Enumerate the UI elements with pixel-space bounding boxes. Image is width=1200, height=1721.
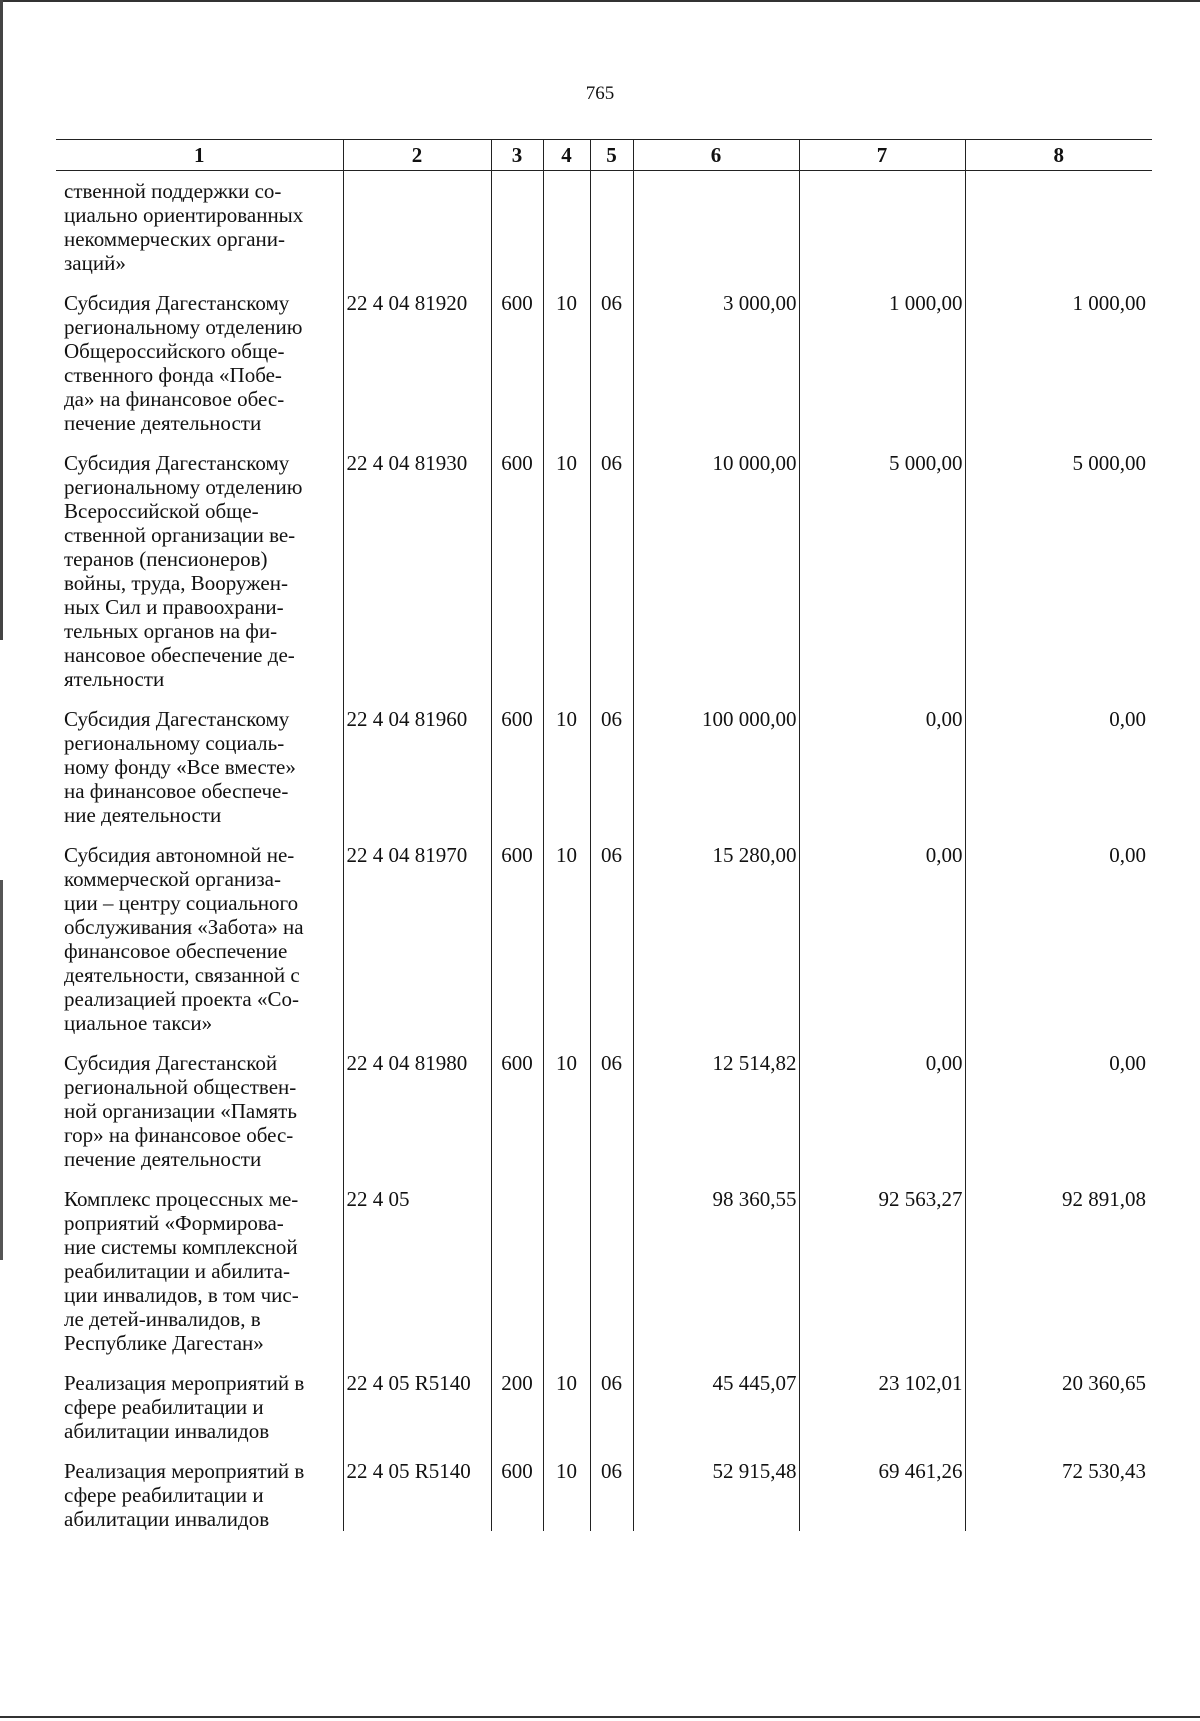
row-col4-cell: 10 [543, 701, 590, 827]
table-row [56, 1045, 1152, 1171]
row-col5-cell [590, 1181, 633, 1355]
row-col4-cell: 10 [543, 285, 590, 435]
row-col5-cell: 06 [590, 701, 633, 827]
row-name-cell: Субсидия Дагестанскому региональному отделению Общероссийского обще- ственного фонда «Побе- да» на финансовое обес- печение деятельности [64, 291, 303, 435]
row-col4-cell: 10 [543, 445, 590, 691]
row-spacer [56, 1035, 1152, 1045]
row-code-cell: 22 4 04 81920 [343, 285, 491, 435]
row-code-cell: 22 4 05 R5140 [343, 1365, 491, 1443]
row-code-cell: 22 4 05 R5140 [343, 1453, 491, 1531]
row-col3-cell: 600 [491, 1045, 543, 1171]
row-col4-cell [543, 1181, 590, 1355]
row-col7-cell: 92 563,27 [799, 1181, 965, 1355]
row-col8-cell: 0,00 [965, 1045, 1152, 1171]
row-code-cell: 22 4 04 81970 [343, 837, 491, 1035]
row-col6-cell: 98 360,55 [633, 1181, 799, 1355]
row-col6-cell: 15 280,00 [633, 837, 799, 1035]
row-col7-cell [799, 171, 965, 276]
row-code-cell: 22 4 04 81930 [343, 445, 491, 691]
scan-edge-left-lower [0, 880, 3, 1260]
row-col4-cell: 10 [543, 1045, 590, 1171]
budget-table [56, 139, 1152, 1531]
row-col4-cell [543, 171, 590, 276]
row-col4-cell: 10 [543, 837, 590, 1035]
row-col5-cell: 06 [590, 445, 633, 691]
row-col6-cell: 45 445,07 [633, 1365, 799, 1443]
row-col3-cell: 600 [491, 445, 543, 691]
row-col6-cell: 10 000,00 [633, 445, 799, 691]
row-col4-cell: 10 [543, 1365, 590, 1443]
row-name-cell: Субсидия Дагестанскому региональному социаль- ному фонду «Все вместе» на финансовое обеспече- ние деятельности [64, 707, 296, 827]
row-spacer [56, 1355, 1152, 1365]
row-col5-cell: 06 [590, 285, 633, 435]
row-code-cell: 22 4 05 [343, 1181, 491, 1355]
row-name-cell: Субсидия Дагестанскому региональному отделению Всероссийской обще- ственной организации ве- теранов (пенсионеров) войны, труда, Вооружен- ных Сил и правоохрани- тельных органов на фи- нансовое обеспечение де- ятельности [64, 451, 303, 691]
row-col7-cell: 1 000,00 [799, 285, 965, 435]
table-row [56, 1181, 1152, 1355]
row-col3-cell: 600 [491, 1453, 543, 1531]
row-col4-cell: 10 [543, 1453, 590, 1531]
row-col6-cell: 3 000,00 [633, 285, 799, 435]
row-col8-cell: 20 360,65 [965, 1365, 1152, 1443]
scan-edge-bottom [0, 1716, 1200, 1718]
row-col5-cell: 06 [590, 837, 633, 1035]
row-spacer [56, 435, 1152, 445]
row-spacer [56, 1443, 1152, 1453]
row-spacer [56, 1171, 1152, 1181]
header-row [56, 140, 1152, 171]
table-row [56, 1365, 1152, 1443]
row-col3-cell: 600 [491, 701, 543, 827]
header-col-3: 3 [491, 140, 543, 171]
scan-edge-top [0, 0, 1200, 2]
row-code-cell: 22 4 04 81960 [343, 701, 491, 827]
row-col7-cell: 0,00 [799, 837, 965, 1035]
table-row [56, 285, 1152, 435]
row-col6-cell: 12 514,82 [633, 1045, 799, 1171]
row-spacer [56, 275, 1152, 285]
row-col7-cell: 69 461,26 [799, 1453, 965, 1531]
row-col8-cell [965, 171, 1152, 276]
row-col6-cell: 52 915,48 [633, 1453, 799, 1531]
row-code-cell: 22 4 04 81980 [343, 1045, 491, 1171]
header-col-1: 1 [56, 140, 343, 171]
row-name-cell: Субсидия Дагестанской региональной обществен- ной организации «Память гор» на финансовое обес- печение деятельности [64, 1051, 297, 1171]
row-col5-cell: 06 [590, 1045, 633, 1171]
row-name-cell: Комплекс процессных ме- роприятий «Формирова- ние системы комплексной реабилитации и абилита- ции инвалидов, в том чис- ле детей-инвалидов, в Республике Дагестан» [64, 1187, 299, 1355]
row-col7-cell: 0,00 [799, 1045, 965, 1171]
row-col3-cell: 200 [491, 1365, 543, 1443]
row-code-cell [343, 171, 491, 276]
header-col-4: 4 [543, 140, 590, 171]
row-col5-cell [590, 171, 633, 276]
row-name-cell: ственной поддержки со- циально ориентированных некоммерческих органи- заций» [64, 179, 304, 275]
row-name-cell: Субсидия автономной не- коммерческой организа- ции – центру социального обслуживания «Забота» на финансовое обеспечение деятельности, связанной с реализацией проекта «Со- циальное такси» [64, 843, 304, 1035]
header-col-2: 2 [343, 140, 491, 171]
header-col-6: 6 [633, 140, 799, 171]
table-row [56, 1453, 1152, 1531]
row-spacer [56, 691, 1152, 701]
header-col-5: 5 [590, 140, 633, 171]
row-col8-cell: 72 530,43 [965, 1453, 1152, 1531]
row-col8-cell: 1 000,00 [965, 285, 1152, 435]
table-row [56, 701, 1152, 827]
header-col-8: 8 [965, 140, 1152, 171]
table-row [56, 445, 1152, 691]
row-col7-cell: 0,00 [799, 701, 965, 827]
header-col-7: 7 [799, 140, 965, 171]
page-number: 765 [585, 83, 615, 104]
row-col8-cell: 5 000,00 [965, 445, 1152, 691]
table-body [56, 171, 1152, 1532]
row-spacer [56, 827, 1152, 837]
row-col5-cell: 06 [590, 1453, 633, 1531]
row-name-cell: Реализация мероприятий в сфере реабилитации и абилитации инвалидов [64, 1459, 305, 1531]
row-col8-cell: 0,00 [965, 837, 1152, 1035]
row-col3-cell [491, 171, 543, 276]
row-col6-cell: 100 000,00 [633, 701, 799, 827]
row-col8-cell: 0,00 [965, 701, 1152, 827]
row-col3-cell: 600 [491, 837, 543, 1035]
row-col7-cell: 23 102,01 [799, 1365, 965, 1443]
table-row [56, 171, 1152, 276]
row-col6-cell [633, 171, 799, 276]
table-row [56, 837, 1152, 1035]
row-col5-cell: 06 [590, 1365, 633, 1443]
row-col3-cell: 600 [491, 285, 543, 435]
row-col8-cell: 92 891,08 [965, 1181, 1152, 1355]
row-col3-cell [491, 1181, 543, 1355]
row-name-cell: Реализация мероприятий в сфере реабилитации и абилитации инвалидов [64, 1371, 305, 1443]
row-col7-cell: 5 000,00 [799, 445, 965, 691]
